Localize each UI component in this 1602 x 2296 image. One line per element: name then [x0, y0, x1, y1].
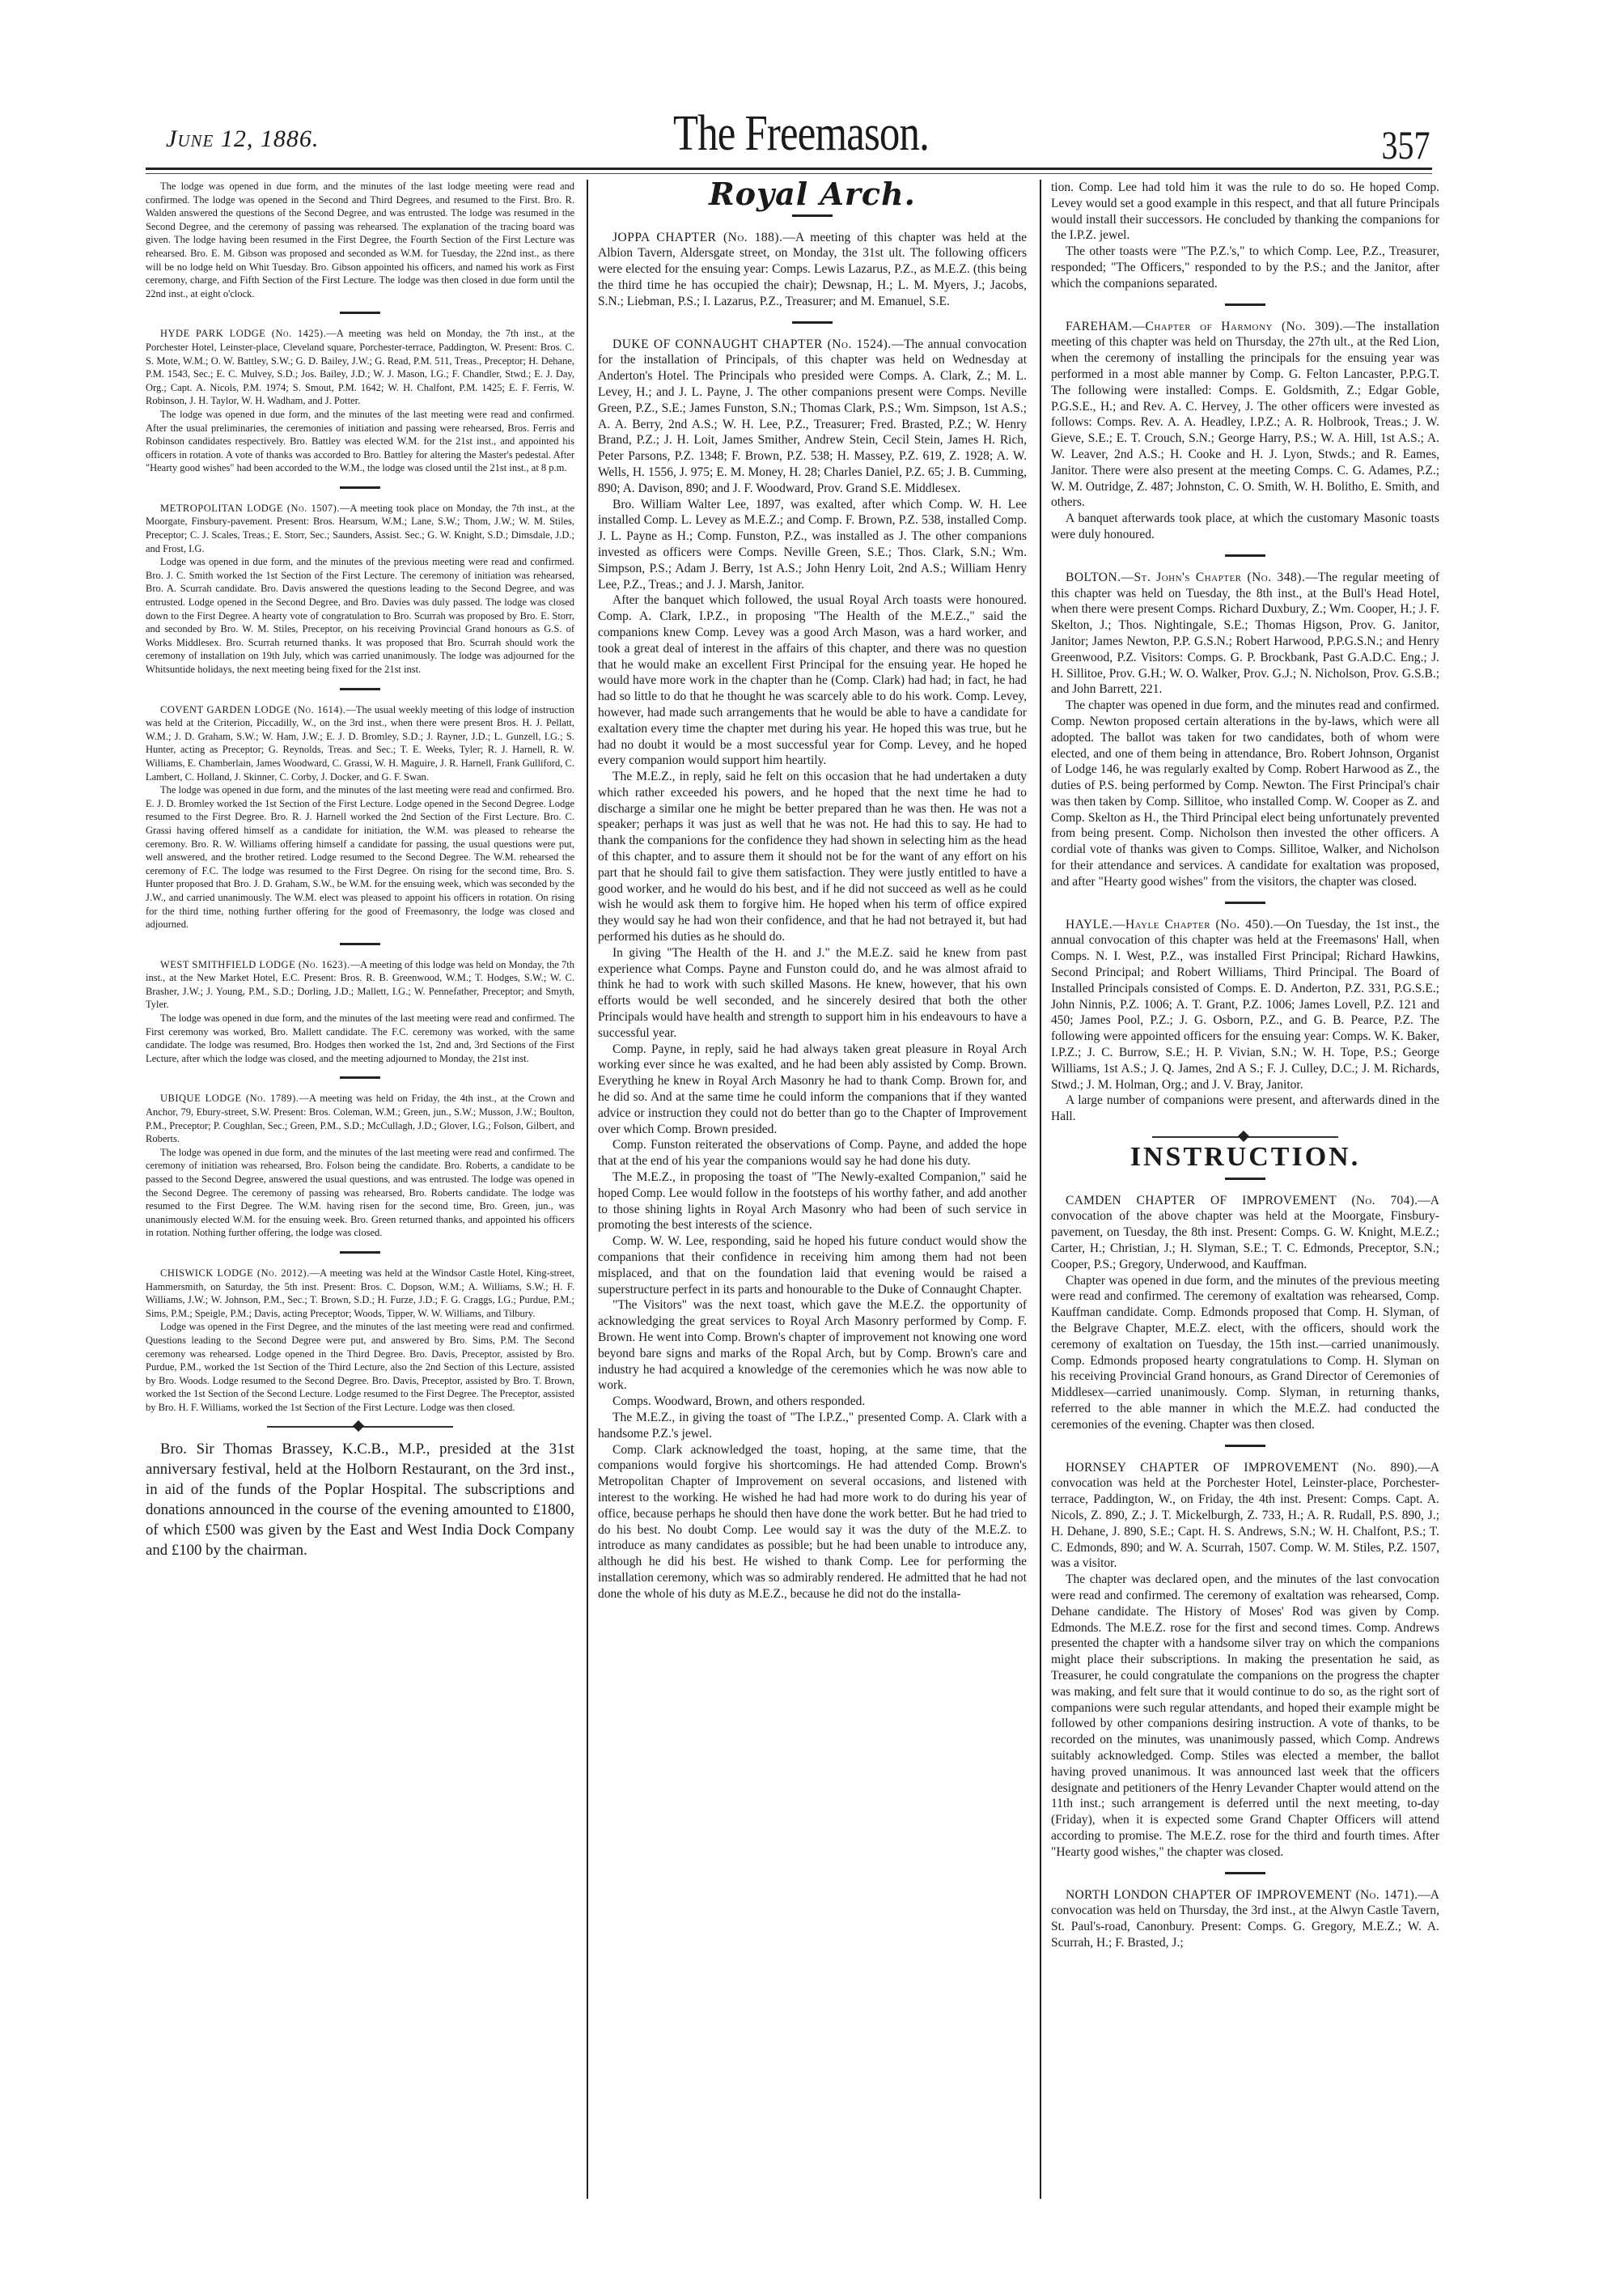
article-lead: —A convocation was held at the Porchester Hotel, Leinster-place, Porchester-terrace, Paddington, W., on Friday, the 4th inst. Present: Comps. Capt. A. Nicols, Z. 890, Z.; J. T. Mickelburgh, Z. 733, H.; A. R. Rudall, P.S. 890, J.; H. Dehane, J. 890, S.E.; Capt. H. S. Andrews, S.N.; W. H. Chalfont, P.S.; T. C. Edmonds, 890; and W. A. Scurrah, 1507. Comp. W. M. Stiles, P.Z. 1507, was a visitor. [1051, 1460, 1439, 1571]
article-lead: —A meeting of this chapter was held at the Albion Tavern, Aldersgate street, on Monday, the 31st ult. The following officers were elected for the ensuing year: Comps. Lewis Lazarus, P.Z., as M.E.Z. (this being the third time he has occupied the chair); Dewsnap, H.; L. M. Myers, J.; Jacobs, S.N.; Liebman, P.S.; I. Lazarus, P.Z., Treasurer; and M. Emanuel, S.E. [598, 230, 1028, 308]
article-heading: CHISWICK LODGE (No. 2012). [160, 1267, 310, 1279]
article-separator [1225, 1445, 1265, 1447]
article-continued-lodge [146, 180, 574, 300]
article-separator [340, 1251, 380, 1254]
issue-date: June 12, 1886. [166, 125, 320, 152]
article-heading: METROPOLITAN LODGE (No. 1507). [160, 502, 340, 514]
article-lead: —A meeting was held on Monday, the 7th inst., at the Porchester Hotel, Leinster-place, Cleveland square, Porchester-terrace, Paddington, W. Present: Bros. C. S. Mote, W.M.; O. W. Battley, S.W.; G. D. Bailey, J.W.; G. Read, P.M. 511, Treas., Preceptor; H. Dehane, P.M. 1543, Sec.; E. C. Mulvey, S.D.; Jos. Bailey, J.D.; W. J. Mason, I.G.; F. Chandler, Stwd.; E. J. Day, Org.; Capt. A. Nicols, P.M. 1974; S. Smout, P.M. 1642; W. H. Chalfont, P.M. 1425; E. F. Ferris, W. Robinson, J. H. Taylor, W. H. Wadham, and J. Potter. [146, 328, 575, 407]
article-paragraph: Lodge was opened in the First Degree, and the minutes of the last meeting were read and confirmed. Questions leading to the Second Degree were put, and answered by Bro. Sims, P.M. The Second ceremony was rehearsed. Lodge opened in the Third Degree. Bro. Davis, Preceptor, assisted by Bro. Purdue, P.M., worked the 1st Section of the Third Lecture, also the 2nd Section of this Lecture, assisted by Bro. Woods. Lodge resumed to the Second Degree. Bro. Davis, Preceptor, assisted by Bro. T. Brown, worked the 1st Section of the Second Lecture. Lodge resumed to the First Degree. The Preceptor, assisted by Bro. H. F. Williams, worked the 1st Section of the First Lecture. Lodge was then closed. [146, 1321, 574, 1413]
article-lead: —A convocation was held on Thursday, the 3rd inst., at the Alwyn Castle Tavern, St. Paul's-road, Canonbury. Present: Comps. G. Gregory, M.E.Z.; W. A. Scurrah, H.; F. Brasted, J.; [1051, 1887, 1439, 1950]
article-lead: —The usual weekly meeting of this lodge of instruction was held at the Criterion, Piccadilly, W., on the 3rd inst., when there were present Bros. H. J. Pellatt, W.M.; J. D. Graham, S.W.; W. Ham, J.W.; E. J. D. Bromley, S.D.; J. Rayner, J.D.; L. Gunzell, I.G.; S. Hunter, acting as Preceptor; G. Reynolds, Treas. and Sec.; T. E. Weeks, Tyler; R. J. Harnell, R. W. Williams, E. Chamberlain, James Woodward, C. Grassi, W. H. Maguire, J. R. Harnell, Frank Gulliford, C. Lambert, C. Holland, J. Skinner, C. Corby, J. Docker, and G. F. Swan. [146, 703, 575, 783]
article-paragraph: The lodge was opened in due form, and the minutes of the last lodge meeting were read and confirmed. The lodge was opened in the Second and Third Degrees, and resumed to the First. Bro. R. Walden answered the questions of the Second Degree, and was entrusted. The lodge was resumed in the Second Degree, and the ceremony of passing was rehearsed. The explanation of the tracing board was given. The lodge having been resumed in the First Degree, the Fourth Section of the First Lecture was rehearsed. Bro. E. M. Gibson was proposed and seconded as W.M. for Tuesday, the 22nd inst., as there will be no lodge held on Whit Tuesday. Bro. Gibson appointed his officers, and named his work as First ceremony, charge, and Fifth Section of the First Lecture. The lodge was then closed in due form until the 22nd inst., at eight o'clock. [146, 180, 574, 299]
article-paragraph: The chapter was declared open, and the minutes of the last convocation were read and confirmed. The ceremony of exaltation was rehearsed, Comp. Dehane candidate. The History of Moses' Rod was given by Comp. Edmonds. The M.E.Z. rose for the first and second times. Comp. Andrews presented the chapter with a handsome silver tray on which the companions might place their subscriptions. In making the presentation he said, as Treasurer, he could congratulate the companions on the progress the chapter was making, and felt sure that it would continue to do so, as the right sort of companions were such regular attendants, and hoped their example might be followed by other companions desiring instruction. A vote of thanks, to be recorded on the minutes, was unanimously passed, which Comp. Andrews suitably acknowledged. Comp. Stiles was elected a member, the ballot having proved unanimous. It was announced last week that the officers designate and petitioners of the Henry Levander Chapter would attend on the 11th inst.; such arrangement is deferred until the next meeting, to-day (Friday), when it is expected some Grand Chapter Officers will attend according to promise. The M.E.Z. rose for the third and fourth times. After "Hearty good wishes," the chapter was closed. [1051, 1572, 1439, 1859]
article-separator [340, 312, 380, 314]
article-covent-garden-lodge [146, 703, 574, 932]
section-title-instruction: INSTRUCTION. [1129, 1142, 1361, 1173]
article-paragraph: Comps. Woodward, Brown, and others responded. [612, 1394, 866, 1409]
article-continuation [1051, 180, 1439, 292]
article-paragraph: Bro. Sir Thomas Brassey, K.C.B., M.P., presided at the 31st anniversary festival, held at the Holborn Restaurant, on the 3rd inst., in aid of the funds of the Poplar Hospital. The subscriptions and donations announced in the course of the evening amounted to £1800, of which £500 was given by the East and West India Dock Company and £100 by the chairman. [146, 1440, 574, 1559]
article-separator [1225, 1178, 1265, 1180]
article-separator [1225, 902, 1265, 904]
article-separator [1225, 554, 1265, 557]
article-paragraph: A large number of companions were present, and afterwards dined in the Hall. [1051, 1093, 1439, 1124]
article-metropolitan-lodge [146, 502, 574, 677]
article-paragraph: Comp. Clark acknowledged the toast, hoping, at the same time, that the companions would forgive his shortcomings. He had attended Comp. Brown's Metropolitan Chapter of Improvement on several occasions, and listened with interest to the working. He wished he had had more work to do during his year of office, because perhaps he should then have done the work better. But he had tried to do his best. No doubt Comp. Lee would say it was the duty of the M.E.Z. to introduce as many candidates as possible; but he had been unable to introduce any, although he did his best. He wished to thank Comp. Lee for performing the installation ceremony, which was so admirably rendered. He admitted that he had not done the whole of his duty as M.E.Z., because he did not do the installa- [598, 1442, 1027, 1601]
article-bolton-chapter [1051, 570, 1439, 890]
article-separator [792, 321, 833, 324]
left-column [146, 180, 574, 1560]
article-heading: HAYLE.—Hayle Chapter (No. 450). [1066, 917, 1274, 932]
middle-column [587, 176, 1028, 2199]
article-heading: UBIQUE LODGE (No. 1789). [160, 1093, 299, 1105]
header-rule-thin [146, 173, 1432, 174]
article-heading: DUKE OF CONNAUGHT CHAPTER (No. 1524). [612, 337, 892, 351]
article-west-smithfield-lodge [146, 958, 574, 1066]
article-chiswick-lodge [146, 1267, 574, 1415]
newspaper-title: The Freemason. [672, 106, 930, 161]
article-ubique-lodge [146, 1092, 574, 1240]
article-paragraph: The lodge was opened in due form, and the minutes of the last meeting were read and confirmed. Bro. E. J. D. Bromley worked the 1st Section of the First Lecture. Lodge opened in the Second Degree. Lodge resumed to the First Degree. Bro. R. J. Harnell worked the 2nd Section of the First Lecture. Bro. C. Grassi having offered himself as a candidate for initiation, the W.M. was pleased to rehearse the ceremony. Bro. R. W. Williams offering himself a candidate for passing, the usual questions were put, well answered, and the brother retired. Lodge resumed to the Second Degree. The W.M. rehearsed the ceremony of F.C. The lodge was resumed to the First Degree. On rising for the second time, Bro. S. Hunter proposed that Bro. J. D. Graham, S.W., be W.M. for the ensuing week, which was seconded by the J.W., and carried unanimously. The W.M. elect was pleased to appoint his officers in rotation. On rising for the third time, nothing further offering for the good of Freemasonry, the lodge was closed and adjourned. [146, 784, 574, 931]
article-paragraph: After the banquet which followed, the usual Royal Arch toasts were honoured. Comp. A. Clark, I.P.Z., in proposing "The Health of the M.E.Z.," said the companions knew Comp. Levey was a good Arch Mason, was a hard worker, and took a great deal of interest in the affairs of this chapter, and there was no question that he would make an excellent First Principal for the ensuing year. He hoped he would have more work in the chapter than he (Comp. Clark) had had; in fact, he had had so little to do that he thought he was scarcely able to do his work. Comp. Levey, however, had made such arrangements that he would be able to have a candidate for exaltation every time the chapter met during his year. He hoped this was true, but he had no doubt it would be a most successful year for Comp. Levey, and he hoped every companion would support him heartily. [598, 593, 1027, 768]
article-heading: WEST SMITHFIELD LODGE (No. 1623). [160, 958, 350, 970]
article-hayle-chapter [1051, 917, 1439, 1125]
article-fareham-chapter [1051, 319, 1439, 543]
article-heading: NORTH LONDON CHAPTER OF IMPROVEMENT (No. 1471). [1066, 1887, 1418, 1902]
page-number: 357 [1381, 122, 1430, 168]
article-paragraph: Lodge was opened in due form, and the minutes of the previous meeting were read and confirmed. Bro. J. C. Smith worked the 1st Section of the First Lecture. The ceremony of initiation was rehearsed, Bro. A. Scurrah candidate. Bro. Davis answered the questions leading to the Second Degree, and was entrusted. Lodge opened in the Second Degree, and Bro. Davies was duly passed. The lodge was closed down to the First Degree. A hearty vote of congratulation to Bro. Scurrah was proposed by Bro. E. Storr, and seconded by Bro. W. M. Stiles, Preceptor, on his receiving Provincial Grand honours as G.S. of Works Middlesex. Bro. Scurrah returned thanks. It was proposed that Bro. Scurrah should work the ceremony of installation on 19th July, which was carried unanimously. The lodge was adjourned for the Whitsuntide holidays, the next meeting being fixed for the 21st inst. [146, 556, 574, 675]
article-joppa-chapter [598, 230, 1027, 310]
article-north-london-chapter-of-improvement [1051, 1887, 1439, 1951]
article-heading: BOLTON.—St. John's Chapter (No. 348). [1066, 570, 1306, 584]
article-paragraph: The other toasts were "The P.Z.'s," to which Comp. Lee, P.Z., Treasurer, responded; "The Officers," responded to by the P.S.; and the Janitor, after which the companions separated. [1051, 244, 1439, 291]
article-heading: HYDE PARK LODGE (No. 1425). [160, 328, 327, 340]
article-lead: —The installation meeting of this chapter was held on Thursday, the 27th ult., at the Red Lion, when the ceremony of installing the principals for the ensuing year was performed in a most able manner by Comp. G. Felton Lancaster, P.P.G.T. The following were installed: Comps. E. Goldsmith, Z.; Edgar Goble, P.G.S.E., H.; and Rev. A. C. Hervey, J. The other officers were invested as follows: Comps. Rev. A. A. Headley, I.P.Z.; A. R. Holbrook, Treas.; J. W. Gieve, S.E.; E. T. Crouch, S.N.; George Harry, P.S.; W. A. Hill, 1st A.S.; A. W. Leaver, 2nd A.S.; H. Cooke and H. J. Lyon, Stwds.; and R. Eames, Janitor. There were also present at the meeting Comps. C. G. Adames, P.Z.; W. M. Outridge, Z. 487; Johnston, C. O. Smith, W. H. Bolitho, E. Smith, and others. [1051, 319, 1439, 510]
article-paragraph: The lodge was opened in due form, and the minutes of the last meeting were read and confirmed. After the usual preliminaries, the ceremonies of initiation and passing were rehearsed, Bros. Ferris and Robinson candidates respectively. Bro. Battley was elected W.M. for the 21st inst., and appointed his officers in rotation. A vote of thanks was accorded to Bro. Battley for altering the Master's pedestal. After "Hearty good wishes" had been accorded to the W.M., the lodge was closed until the 21st inst., at 8 p.m. [146, 408, 574, 474]
article-hyde-park-lodge [146, 327, 574, 475]
article-paragraph: Chapter was opened in due form, and the minutes of the previous meeting were read and confirmed. The ceremony of exaltation was rehearsed, Comp. Kauffman candidate. Comp. Edmonds proposed that Comp. H. Slyman, of the Belgrave Chapter, M.E.Z. elect, with the officers, should work the ceremony of exaltation on Tuesday, the 15th inst.—carried unanimously. Comp. Edmonds proposed hearty congratulations to Comp. H. Slyman on his receiving Provincial Grand honours, as Grand Director of Ceremonies of Middlesex—carried unanimously. Comp. Slyman, in returning thanks, referred to the able manner in which the M.E.Z. had conducted the ceremonies of the evening. Chapter was then closed. [1051, 1273, 1439, 1432]
article-paragraph: A banquet afterwards took place, at which the customary Masonic toasts were duly honoured. [1051, 511, 1439, 541]
article-paragraph: The chapter was opened in due form, and the minutes read and confirmed. Comp. Newton proposed certain alterations in the by-laws, which were all adopted. The ballot was taken for two candidates, both of whom were elected, and one of them being in attendance, Bro. Robert Johnson, Organist of Lodge 146, he was regularly exalted by Comp. Robert Harwood as Z., the duties of P.S. being performed by Comp. Newton. The First Principal's chair was then taken by Comp. Sillitoe, who installed Comp. W. Cooper as Z. and Comp. Skelton as H., the Third Principal elect being unfortunately prevented from being present. Comp. Nicholson then invested the other officers. A cordial vote of thanks was given to Comps. Sillitoe, Walker, and Nicholson for their attendance and services. A candidate for exaltation was proposed, and after "Hearty good wishes" from the visitors, the chapter was closed. [1051, 698, 1439, 889]
article-heading: HORNSEY CHAPTER OF IMPROVEMENT (No. 890). [1066, 1460, 1418, 1475]
article-paragraph: The lodge was opened in due form, and the minutes of the last meeting were read and confirmed. The ceremony of initiation was rehearsed, Bro. Folson being the candidate. Bro. Roberts, a candidate to be passed to the Second Degree, answered the usual questions, and was entrusted. The lodge was opened in the Second Degree. The ceremony of passing was rehearsed, Bro. Roberts candidate. The lodge was resumed to the First Degree. The W.M. having risen for the second time, Bro. Green, jun., was unanimously elected W.M. for the ensuing week. Bro. Green returned thanks, and appointed his officers in rotation. Nothing further offering, the lodge was closed. [146, 1146, 574, 1239]
article-paragraph: In giving "The Health of the H. and J." the M.E.Z. said he knew from past experience what Comps. Payne and Funston could do, and he was almost afraid to think he had to work with such skilled Masons. He knew, however, that his own efforts would be well seconded, and he sincerely desired that both the other Principals would have health and strength to support him in his endeavours to have a successful year. [598, 945, 1027, 1040]
article-hornsey-chapter-of-improvement [1051, 1460, 1439, 1861]
article-paragraph: Comp. Payne, in reply, said he had always taken great pleasure in Royal Arch working ever since he was exalted, and he had been ably assisted by Comp. Brown. Everything he knew in Royal Arch Masonry he had to thank Comp. Brown for, and he did so. And at the same time he could inform the companions that if they wanted advice or instruction they could not do better than go to the Chapter of Improvement over which Comp. Brown presided. [598, 1042, 1027, 1136]
article-heading: FAREHAM.—Chapter of Harmony (No. 309). [1066, 319, 1343, 333]
article-heading: COVENT GARDEN LODGE (No. 1614). [160, 703, 346, 715]
article-lead: —A meeting took place on Monday, the 7th inst., at the Moorgate, Finsbury-pavement. Present: Bros. Hearsum, W.M.; Lane, S.W.; Thom, J.W.; W. M. Stiles, Preceptor; C. J. Scales, Treas.; E. Storr, Sec.; Saunders, Assist. Sec.; G. W. Knight, S.D.; Dimsdale, J.D.; and Frost, I.G. [146, 502, 575, 554]
instruction-section [1051, 1193, 1439, 1951]
article-lead: —A convocation of the above chapter was held at the Moorgate, Finsbury-pavement, on Tuesday, the 8th inst. Present: Comps. G. W. Knight, M.E.Z.; Carter, H.; Christian, J.; H. Slyman, S.E.; T. C. Edmonds, Preceptor, S.N.; Cooper, P.S.; Gregory, Underwood, and Kauffman. [1051, 1193, 1439, 1271]
article-paragraph: Bro. William Walter Lee, 1897, was exalted, after which Comp. W. H. Lee installed Comp. L. Levey as M.E.Z.; and Comp. F. Brown, P.Z. 538, installed Comp. J. L. Payne as H.; Comp. Funston, P.Z., was installed as J. The other companions invested as officers were Comps. Neville Green, S.E.; Thos. Clark, S.N.; Wm. Simpson, P.S.; Adam J. Berry, 1st A.S.; John Henry Loit, 2nd A.S.; William Henry Lee, P.Z., Treas.; and J. J. Marsh, Janitor. [598, 497, 1027, 592]
article-duke-of-connaught-chapter [598, 337, 1027, 1602]
article-lead: —The regular meeting of this chapter was held on Tuesday, the 8th inst., at the Bull's Head Hotel, when there were present Comps. Richard Duxbury, Z.; Wm. Cooper, H.; J. F. Skelton, J.; Thos. Nightingale, S.E.; Thomas Higson, Prov. G. Janitor, Janitor; James Newton, P.P. G.S.N.; Robert Harwood, P.P.G.S.N.; and Henry Greenwood, P.Z. Visitors: Comps. G. P. Brockbank, Past G.A.D.C. Eng.; J. H. Sillitoe, Prov. G.H.; W. O. Walker, Prov. G.J.; N. Nicholson, Prov. G.S.B.; and John Barrett, 221. [1051, 570, 1439, 697]
diamond-separator [267, 1426, 453, 1428]
article-paragraph: The M.E.Z., in reply, said he felt on this occasion that he had undertaken a duty which rather exceeded his powers, and he hoped that the next time he had to discharge a similar one he might be better prepared than he was then. He was not a speaker; perhaps it was just as well that he was not. He had this to say. He had to thank the companions for the confidence they had shown in selecting him as the head of this chapter, and to assure them it should not be for the want of any effort on his part that he should fail to give them satisfaction. They were justly entitled to have a good worker, and he would do his best, and if he did not succeed as well as he could wish he would ask them to forgive him. He hoped when his term of office expired they would say he had won their confidence, and that he had not betrayed it, but had performed his duties as he should do. [598, 770, 1027, 944]
article-separator [340, 1076, 380, 1079]
article-separator [1225, 1872, 1265, 1874]
article-heading: JOPPA CHAPTER (No. 188). [612, 230, 783, 244]
article-paragraph: The lodge was opened in due form, and the minutes of the last meeting were read and confirmed. The First ceremony was worked, Bro. Mallett candidate. The F.C. ceremony was worked, with the same candidate. The lodge was resumed, Bro. Hodges then worked the 1st, 2nd and, 3rd Sections of the First Lecture, after which the lodge was closed, and the meeting adjourned to Monday, the 21st inst. [146, 1012, 574, 1064]
article-paragraph: The M.E.Z., in giving the toast of "The I.P.Z.," presented Comp. A. Clark with a handsome P.Z.'s jewel. [598, 1410, 1027, 1441]
header-rule [146, 168, 1432, 170]
article-paragraph: The M.E.Z., in proposing the toast of "The Newly-exalted Companion," said he hoped Comp. Lee would follow in the footsteps of his worthy father, and add another to those shining lights in Royal Arch Masonry who had been of such service in promoting the best interests of the science. [598, 1170, 1027, 1233]
section-title-royal-arch: Royal Arch. [709, 176, 916, 212]
article-camden-chapter-of-improvement [1051, 1193, 1439, 1433]
article-paragraph: tion. Comp. Lee had told him it was the rule to do so. He hoped Comp. Levey would set a good example in this respect, and that all future Principals would install their successors. He concluded by thanking the companions for the I.P.Z. jewel. [1051, 180, 1439, 243]
article-heading: CAMDEN CHAPTER OF IMPROVEMENT (No. 704). [1066, 1193, 1418, 1207]
article-paragraph: Comp. W. W. Lee, responding, said he hoped his future conduct would show the companions that their confidence in receiving him among them had not been misplaced, and that on the foundation laid that evening would be raised a superstructure perfect in its parts and honourable to the Duke of Connaught Chapter. [598, 1234, 1027, 1297]
diamond-separator [1152, 1136, 1338, 1138]
right-column [1040, 180, 1439, 2199]
article-lead: —On Tuesday, the 1st inst., the annual convocation of this chapter was held at the Freemasons' Hall, when Comps. N. I. West, P.Z., was installed First Principal; Richard Hawkins, Second Principal; and Robert Williams, Third Principal. The Board of Installed Principals consisted of Comps. E. D. Anderton, P.Z. 331, P.G.S.E.; John Ninnis, P.Z. 1006; A. T. Grant, P.Z. 1006; James Lovell, P.Z. 121 and 450; James Pool, P.Z.; J. G. Osborn, P.Z., and G. B. Pearce, P.Z. The following were appointed officers for the ensuing year: Comps. W. K. Baker, I.P.Z.; J. C. Burrow, S.E.; H. P. Vivian, S.N.; W. H. Tope, P.S.; George Williams, 1st A.S.; J. Q. James, 2nd A S.; F. J. Culley, D.C.; J. M. Richards, Stwd.; J. M. Holman, Org.; and J. V. Bray, Janitor. [1051, 917, 1439, 1092]
masthead [0, 0, 1602, 168]
article-lead: —A meeting was held on Friday, the 4th inst., at the Crown and Anchor, 79, Ebury-street, S.W. Present: Bros. Coleman, W.M.; Green, jun., S.W.; Musson, J.W.; Boulton, P.M., Preceptor; P. Coughlan, Sec.; Green, P.M., S.D.; McCullagh, J.D.; Glover, I.G.; Folson, Gilbert, and Roberts. [146, 1093, 574, 1145]
article-lead: —A meeting was held at the Windsor Castle Hotel, King-street, Hammersmith, on Saturday, the 5th inst. Present: Bros. C. Dopson, W.M.; A. Williams, S.W.; H. F. Williams, J.W.; W. Johnson, P.M., Sec.; T. Brown, S.D.; H. Furze, J.D.; F. G. Craggs, I.G.; Purdue, P.M.; Sims, P.M.; Speigle, P.M.; Davis, acting Preceptor; Woods, Tipper, W. W. Williams, and Tilbury. [146, 1267, 574, 1319]
article-paragraph: Comp. Funston reiterated the observations of Comp. Payne, and added the hope that at the end of his year the companions would say he had done his duty. [598, 1138, 1027, 1169]
article-separator [340, 486, 380, 489]
article-lead: —A meeting of this lodge was held on Monday, the 7th inst., at the New Market Hotel, E.C. Present: Bros. R. B. Greenwood, W.M.; T. Hodges, S.W.; W. C. Brasher, J.W.; J. Young, P.M., S.D.; Dorling, J.D.; Mallett, I.G.; W. Pennefather, Preceptor; and Smyth, Tyler. [146, 958, 574, 1011]
article-lead: —The annual convocation for the installation of Principals, of this chapter was held on Wednesday at Anderton's Hotel. The Principals who presided were Comps. A. Clark, Z.; M. L. Levey, H.; and J. L. Payne, J. The other companions present were Comps. Neville Green, P.Z., S.E.; James Funston, S.N.; Thomas Clark, P.S.; Wm. Simpson, 1st A.S.; A. A. Berry, 2nd A.S.; W. H. Lee, P.Z., Treasurer; Fred. Brasted, P.Z.; W. Henry Brand, P.Z.; J. H. Loit, James Smither, Andrew Stein, Cecil Stein, James H. Rich, Peter Parsons, P.Z. 1348; F. Brown, P.Z. 538; H. Massey, P.Z. 619, Z. 1928; A. W. Wells, H. 1556, J. 975; E. M. Money, H. 28; Charles Daniel, P.Z. 65; J. B. Cumming, 890; A. Davison, 890; and J. F. Woodward, Prov. Grand S.E. Middlesex. [598, 337, 1027, 495]
article-separator [1225, 303, 1265, 306]
article-separator [792, 214, 833, 217]
article-separator [340, 688, 380, 690]
article-brassey-note [146, 1439, 574, 1560]
article-separator [340, 943, 380, 945]
article-paragraph: "The Visitors" was the next toast, which gave the M.E.Z. the opportunity of acknowledging the great services to Royal Arch Masonry performed by Comp. F. Brown. He went into Comp. Brown's chapter of improvement not knowing one word beyond bare signs and marks of the Ropal Arch, but by Comp. Brown's care and industry he had acquired a knowledge of the ceremonies which he was now able to work. [598, 1298, 1027, 1393]
